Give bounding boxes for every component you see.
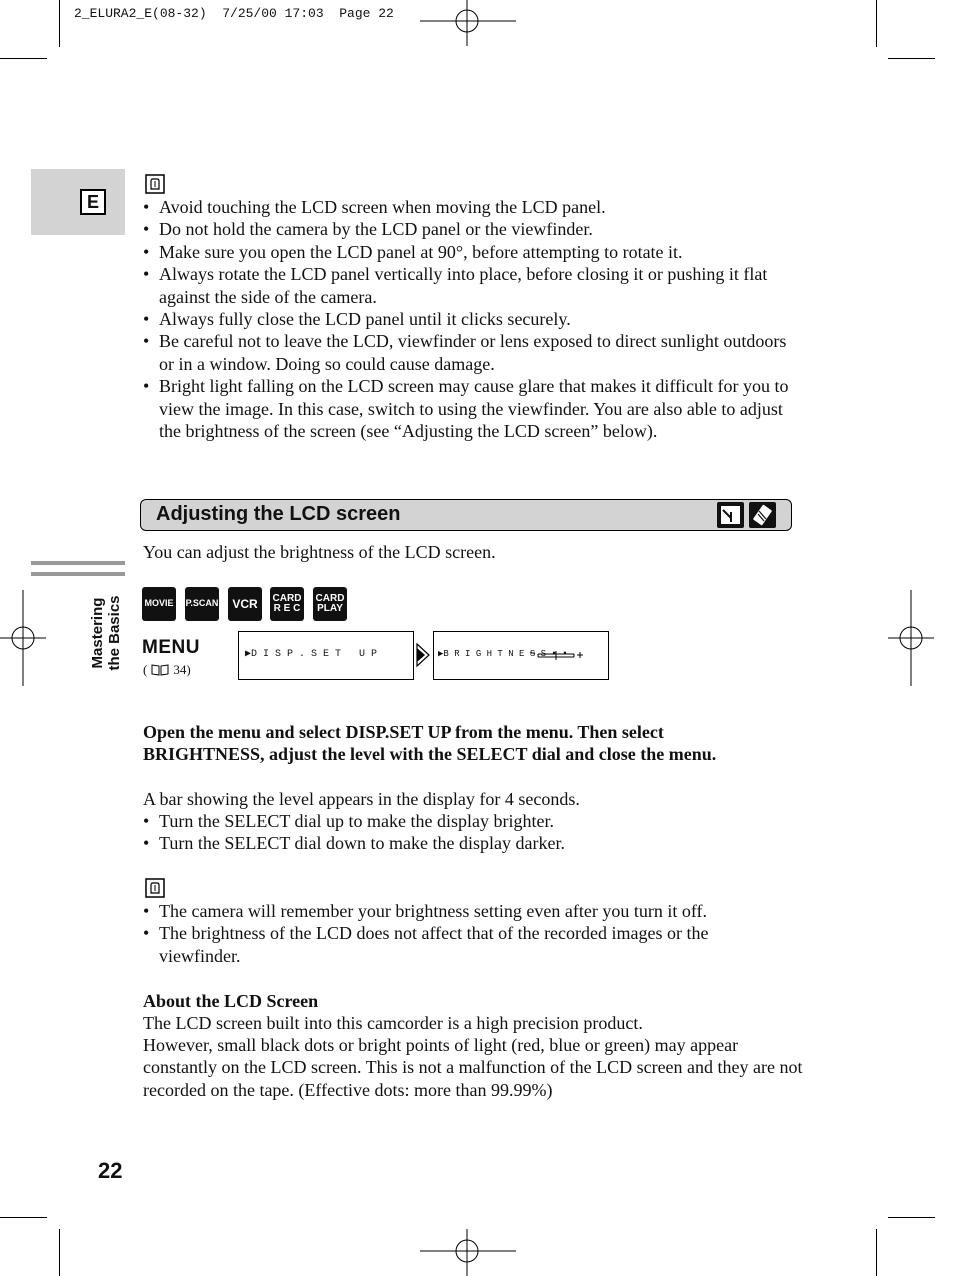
list-item: • Bright light falling on the LCD screen may cause glare that makes it difficult for you to view the image. In this case, switch to using the viewfinder. You are also able to adjust the brightness of the screen (see “Adjusting the LCD screen” below). [143,375,793,442]
list-item: • The brightness of the LCD does not affect that of the recorded images or the viewfinder. [143,922,793,967]
instruction-bold: Open the menu and select DISP.SET UP from the menu. Then select BRIGHTNESS, adjust the level with the SELECT dial and close the menu. [143,722,717,765]
page-number: 22 [98,1158,123,1183]
menu-page-reference: ( 34) [143,662,191,677]
menu-step-brightness [433,631,609,680]
list-item: • Make sure you open the LCD panel at 90°, before attempting to rotate it. [143,241,793,263]
section-title: Adjusting the LCD screen [156,503,401,525]
menu-step-disp-set-up [238,631,414,680]
menu-step-label: ▶B R I G H T N E S S • • [438,649,568,659]
list-item: • Be careful not to leave the LCD, viewfinder or lens exposed to direct sunlight outdoors or in a window. Doing so could cause damage. [143,330,793,375]
notes-bottom-list [143,900,793,967]
print-slug: 2_ELURA2_E(08-32) 7/25/00 17:03 Page 22 [74,6,394,21]
registration-mark-top [420,0,516,46]
tape-mode-icon [717,502,744,528]
pscan-mode-icon: P.SCAN [185,587,219,621]
instruction-bullets [143,810,793,855]
vcr-mode-icon: VCR [228,587,262,621]
section-header [140,499,792,531]
list-item: • Turn the SELECT dial down to make the display darker. [143,832,793,854]
notes-top-list [143,196,793,442]
registration-mark-left [0,590,46,686]
list-item: • Do not hold the camera by the LCD panel or the viewfinder. [143,218,793,240]
language-tab [31,169,125,235]
menu-label: MENU [142,637,200,658]
about-paragraph: However, small black dots or bright points of light (red, blue or green) may appear constantly on the LCD screen. This is not a malfunction of the LCD screen and they are not recorded on the tape. (Effective dots: more than 99.99%) [143,1035,803,1100]
level-text: A bar showing the level appears in the display for 4 seconds. [143,789,580,809]
side-section-label-line1: Mastering [89,597,106,669]
card-play-mode-icon: CARD PLAY [313,587,347,621]
list-item: • Always rotate the LCD panel vertically into place, before closing it or pushing it flat against the side of the camera. [143,263,793,308]
arrow-right-icon [416,643,430,667]
card-mode-icon [749,502,776,528]
list-item: • Avoid touching the LCD screen when moving the LCD panel. [143,196,793,218]
side-section-label [89,563,123,703]
section-intro: You can adjust the brightness of the LCD screen. [143,542,496,562]
about-heading: About the LCD Screen [143,991,319,1011]
brightness-level-bar [530,649,584,661]
registration-mark-bottom [420,1229,516,1276]
card-rec-mode-icon: CARD R E C [270,587,304,621]
book-icon [151,664,169,676]
language-tab-letter: E [80,189,106,215]
side-section-label-line2: the Basics [106,595,123,671]
about-line1: The LCD screen built into this camcorder is a high precision product. [143,1013,643,1033]
list-item: • Turn the SELECT dial up to make the display brighter. [143,810,793,832]
movie-mode-icon: MOVIE [142,587,176,621]
registration-mark-right [888,590,934,686]
list-item: • The camera will remember your brightness setting even after you turn it off. [143,900,793,922]
list-item: • Always fully close the LCD panel until it clicks securely. [143,308,793,330]
menu-step-label: ▶D I S P . S E T U P [245,649,378,660]
